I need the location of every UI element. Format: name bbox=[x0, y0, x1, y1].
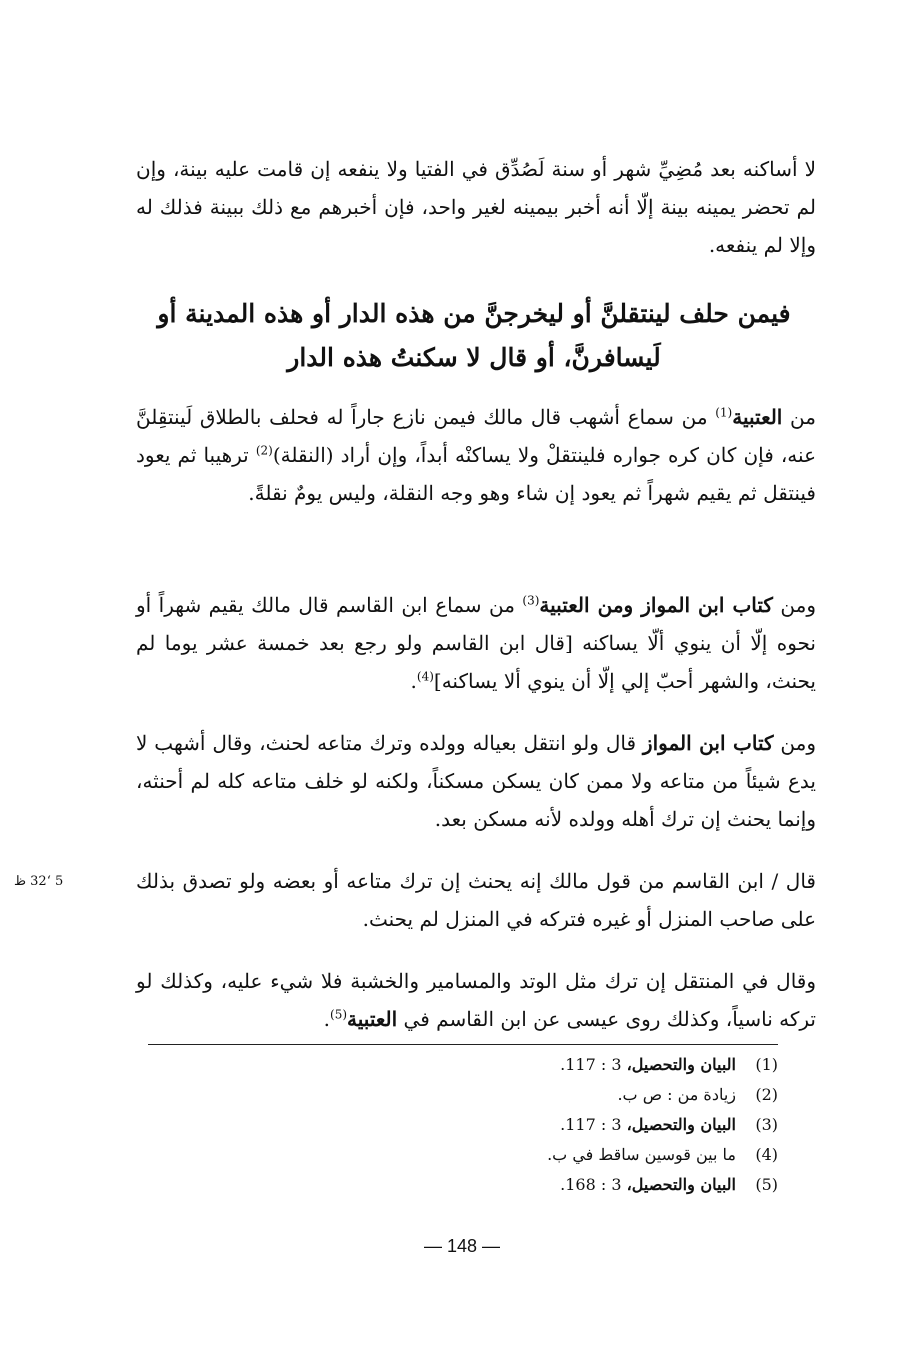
paragraph-3 bbox=[136, 724, 816, 838]
footnote-marker: (4) bbox=[416, 669, 434, 684]
footnote-item bbox=[138, 1140, 778, 1170]
footnotes bbox=[138, 1050, 778, 1200]
footnote-number: (3) bbox=[755, 1115, 778, 1134]
footnote-item bbox=[138, 1110, 778, 1140]
paragraph-4 bbox=[136, 862, 816, 938]
paragraph-intro bbox=[136, 150, 816, 264]
footnote-source: البيان والتحصيل، bbox=[626, 1175, 736, 1194]
footnote-marker: (2) bbox=[255, 443, 273, 458]
footnote-reference: 3 : 117. bbox=[560, 1115, 627, 1134]
text-span: ومن bbox=[773, 731, 817, 755]
footnote-item bbox=[138, 1050, 778, 1080]
text-span: من bbox=[782, 405, 816, 429]
footnote-reference: ما بين قوسين ساقط في ب. bbox=[547, 1145, 736, 1164]
source-title: العتبية bbox=[732, 405, 783, 429]
source-title: العتبية bbox=[347, 1007, 398, 1031]
paragraph-5 bbox=[136, 962, 816, 1038]
text-span: من سماع أشهب قال مالك فيمن نازع جاراً له فحلف بالطلاق لَينتقِلنَّ عنه، فإن كان كره جواره فلينتقلْ ولا يساكنْه أبداً، وإن أراد (النقلة) bbox=[136, 405, 816, 467]
text-span: وقال في المنتقل إن ترك مثل الوتد والمسامير والخشبة فلا شيء عليه، وكذلك لو تركه ناسياً، وكذلك روى عيسى عن ابن القاسم في bbox=[136, 969, 816, 1031]
footnote-reference: 3 : 168. bbox=[560, 1175, 627, 1194]
footnote-item bbox=[138, 1080, 778, 1110]
footnote-divider bbox=[148, 1044, 778, 1045]
text-span: قال / ابن القاسم من قول مالك إنه يحنث إن ترك متاعه أو بعضه ولو تصدق بذلك على صاحب المنزل أو غيره فتركه في المنزل لم يحنث. bbox=[136, 869, 816, 931]
footnote-item bbox=[138, 1170, 778, 1200]
manuscript-folio-ref: 5 ‘32 ظ bbox=[14, 874, 64, 889]
text-span: من سماع ابن القاسم قال مالك يقيم شهراً أو نحوه إلّا أن ينوي ألّا يساكنه [قال ابن القاسم ولو رجع بعد خمسة عشر يوما لم يحنث، والشهر أحبّ إلي إلّا أن ينوي ألا يساكنه] bbox=[136, 593, 816, 693]
page-number: — 148 — bbox=[423, 1236, 501, 1256]
footnote-number: (4) bbox=[755, 1145, 778, 1164]
footnote-number: (2) bbox=[755, 1085, 778, 1104]
text-span: ترهيبا ثم يعود فينتقل ثم يقيم شهراً ثم يعود إن شاء وهو وجه النقلة، وليس يومٌ نقلةً. bbox=[136, 443, 816, 505]
source-title: كتاب ابن المواز bbox=[642, 731, 774, 755]
footnote-marker: (3) bbox=[522, 593, 540, 608]
footnote-source: البيان والتحصيل، bbox=[626, 1115, 736, 1134]
paragraph-text: لا أساكنه بعد مُضِيِّ شهر أو سنة لَصُدِّق في الفتيا ولا ينفعه إن قامت عليه بينة، وإن لم تحضر يمينه بينة إلّا أنه أخبر بيمينه لغير واحد، فإن أخبرهم مع ذلك ببينة فذلك له وإلا لم ينفعه. bbox=[136, 157, 816, 257]
footnote-marker: (5) bbox=[330, 1007, 348, 1022]
source-title: كتاب ابن المواز ومن العتبية bbox=[539, 593, 773, 617]
text-span: قال ولو انتقل بعياله وولده وترك متاعه لحنث، وقال أشهب لا يدع شيئاً من متاعه ولا ممن كان يسكن مسكناً، ولكنه لو خلف متاعه كله لم أحنثه، وإنما يحنث إن ترك أهله وولده لأنه مسكن بعد. bbox=[136, 731, 816, 831]
text-span: ومن bbox=[772, 593, 816, 617]
footnote-number: (5) bbox=[755, 1175, 778, 1194]
footnote-source: البيان والتحصيل، bbox=[626, 1055, 736, 1074]
paragraph-2 bbox=[136, 586, 816, 700]
footnote-marker: (1) bbox=[715, 405, 733, 420]
text-span: . bbox=[410, 669, 417, 693]
text-span: . bbox=[323, 1007, 331, 1031]
paragraph-1 bbox=[136, 398, 816, 512]
footnote-reference: زيادة من : ص ب. bbox=[617, 1085, 736, 1104]
section-title: فيمن حلف لينتقلنَّ أو ليخرجنَّ من هذه الدار أو هذه المدينة أو لَيسافرنَّ، أو قال لا سكنتُ هذه الدار bbox=[157, 299, 791, 372]
footnote-reference: 3 : 117. bbox=[560, 1055, 627, 1074]
footnote-number: (1) bbox=[755, 1055, 778, 1074]
